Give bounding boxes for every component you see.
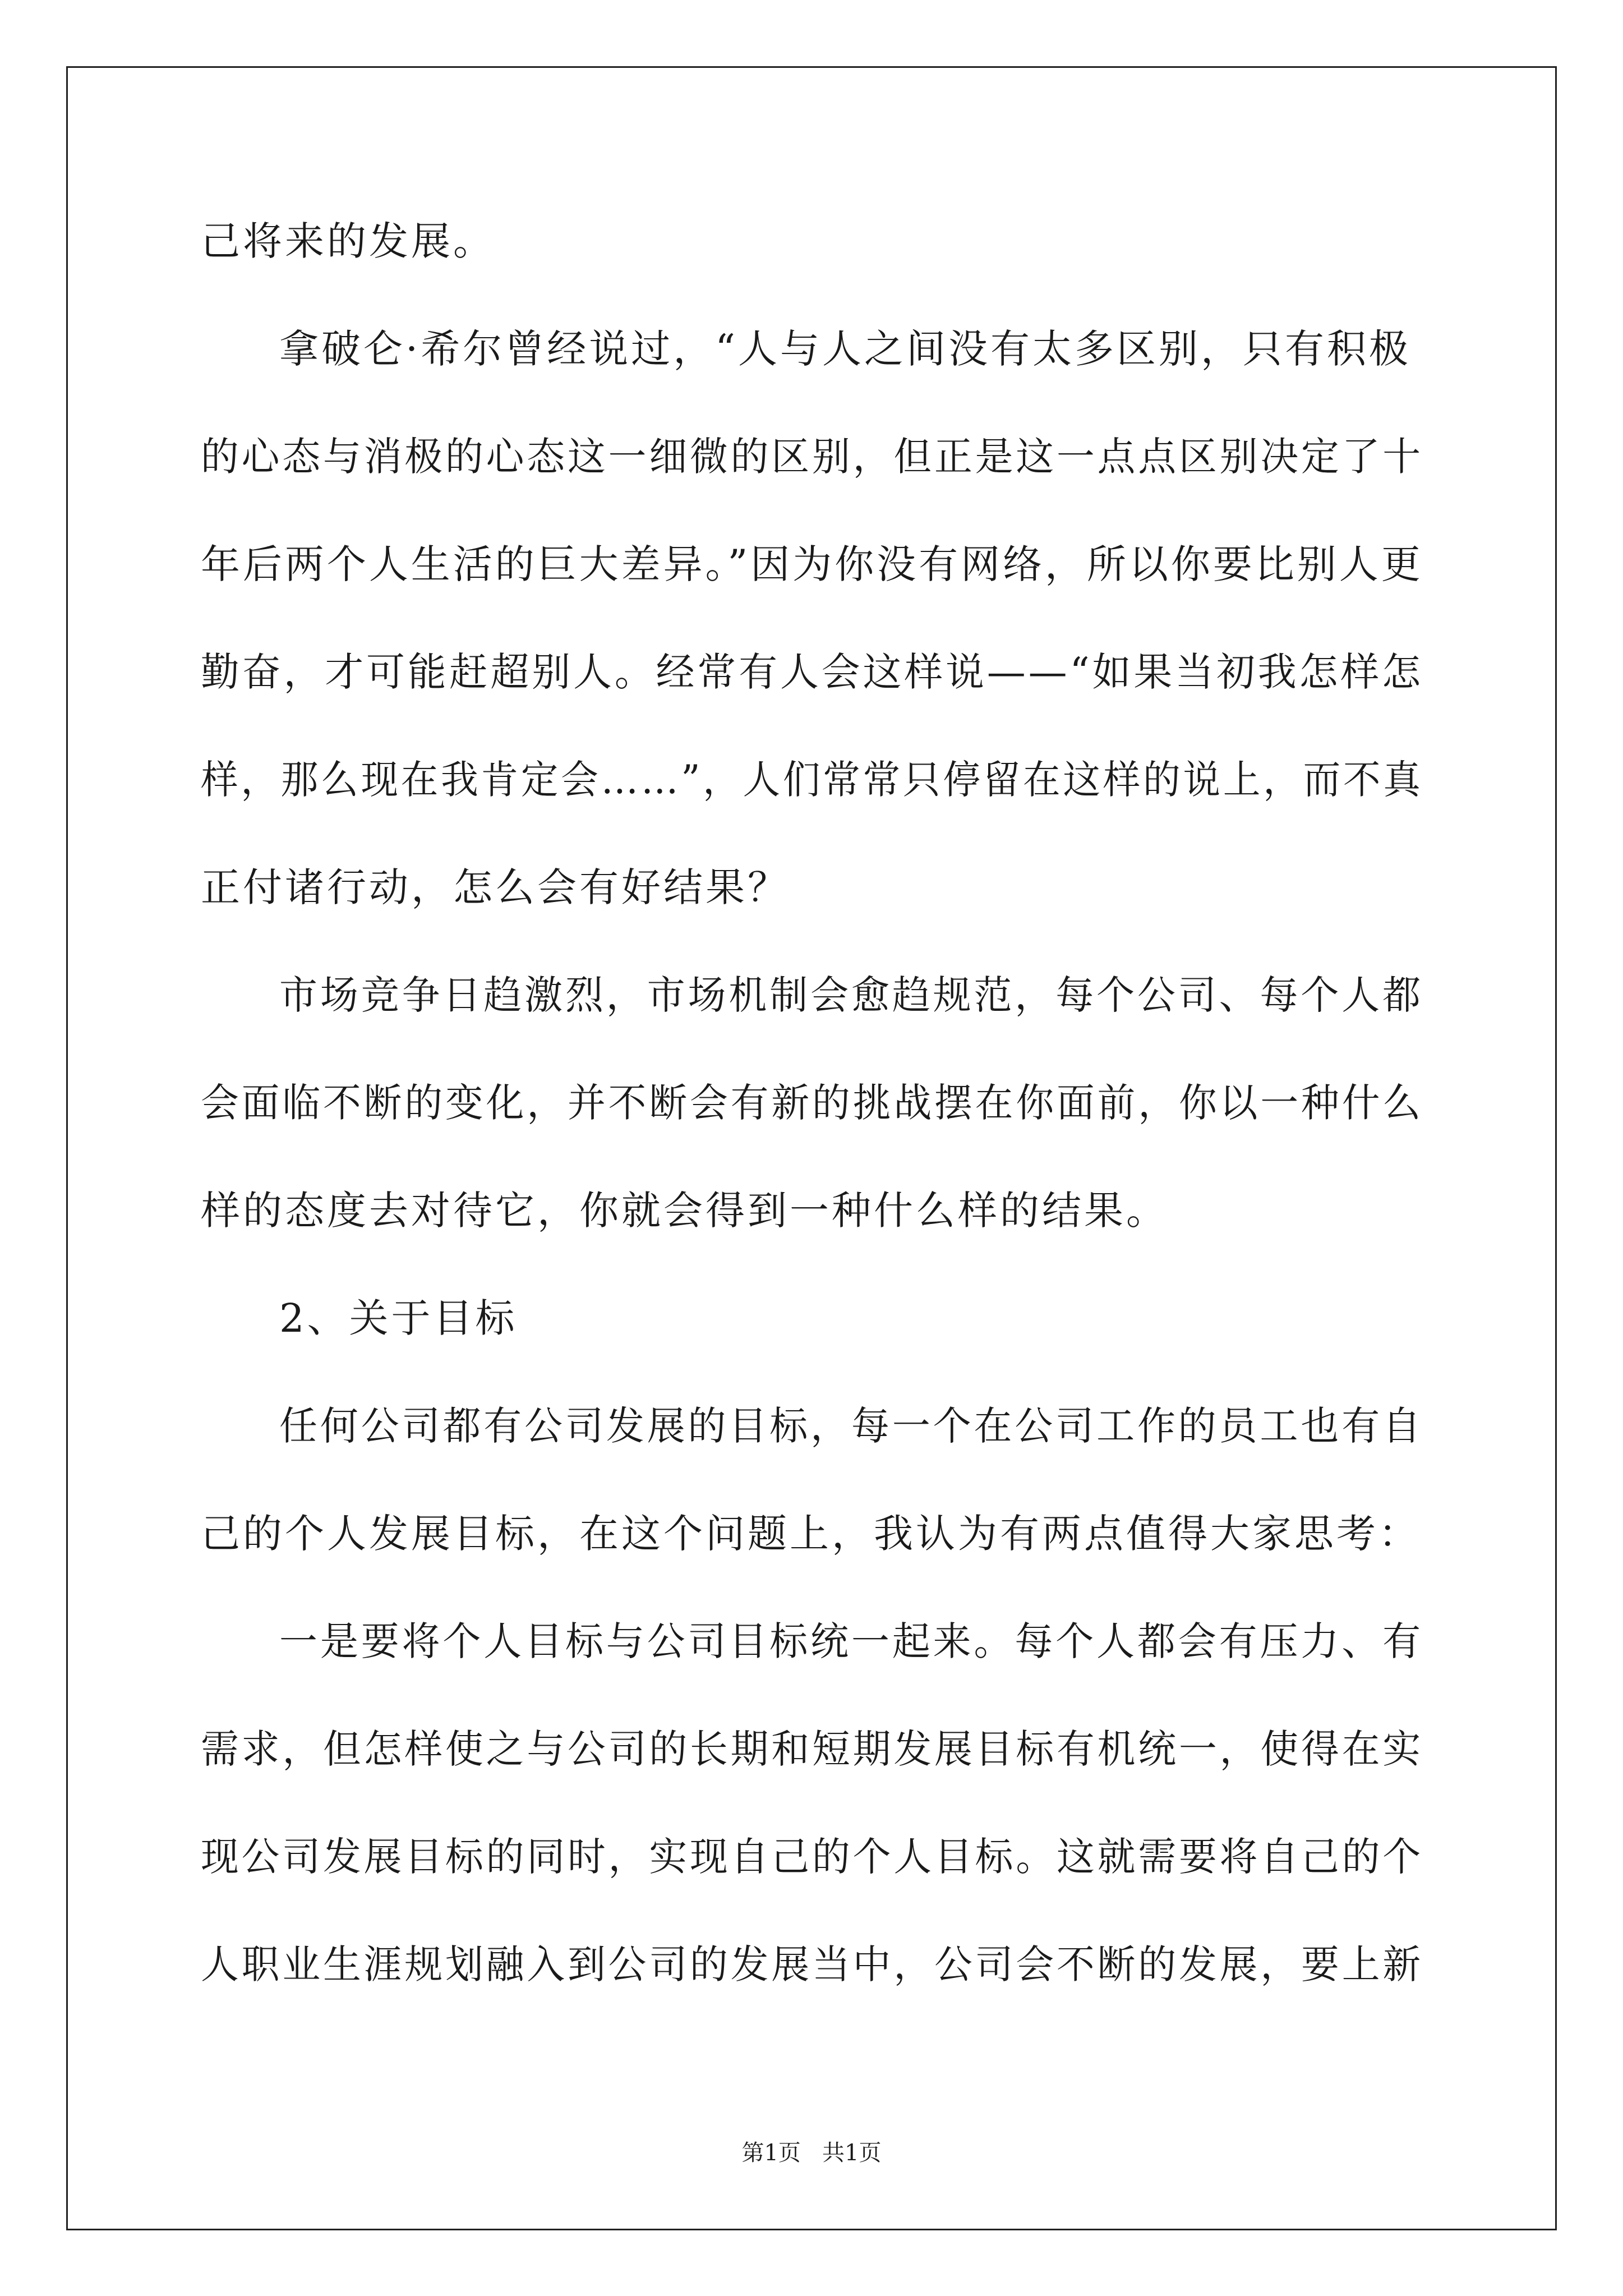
section-heading: 2、关于目标 (279, 1295, 518, 1341)
text-line: 任何公司都有公司发展的目标，每一个在公司工作的员工也有自 (279, 1403, 1423, 1449)
text-line: 的心态与消极的心态这一细微的区别，但正是这一点点区别决定了十 (201, 434, 1424, 480)
text-line: 年后两个人生活的巨大差异。”因为你没有网络，所以你要比别人更 (201, 541, 1423, 587)
text-line: 拿破仑·希尔曾经说过，“人与人之间没有太多区别，只有积极 (279, 326, 1412, 372)
text-line: 现公司发展目标的同时，实现自己的个人目标。这就需要将自己的个 (201, 1834, 1424, 1880)
text-line: 样，那么现在我肯定会……”，人们常常只停留在这样的说上，而不真 (201, 757, 1423, 803)
text-line: 一是要将个人目标与公司目标统一起来。每个人都会有压力、有 (279, 1618, 1423, 1664)
text-line: 市场竞争日趋激烈，市场机制会愈趋规范，每个公司、每个人都 (279, 972, 1423, 1018)
page-number-footer: 第1页 共1页 (741, 2140, 882, 2166)
text-line: 人职业生涯规划融入到公司的发展当中，公司会不断的发展，要上新 (201, 1941, 1424, 1987)
page-border (66, 66, 1557, 2230)
text-line: 正付诸行动，怎么会有好结果？ (201, 864, 790, 910)
text-line: 己的个人发展目标，在这个问题上，我认为有两点值得大家思考： (201, 1511, 1421, 1557)
text-line: 样的态度去对待它，你就会得到一种什么样的结果。 (201, 1188, 1168, 1234)
text-line: 勤奋，才可能赶超别人。经常有人会这样说——“如果当初我怎样怎 (201, 649, 1423, 695)
text-line: 会面临不断的变化，并不断会有新的挑战摆在你面前，你以一种什么 (201, 1080, 1424, 1126)
text-line: 需求，但怎样使之与公司的长期和短期发展目标有机统一，使得在实 (201, 1726, 1424, 1772)
text-line: 己将来的发展。 (201, 218, 495, 264)
